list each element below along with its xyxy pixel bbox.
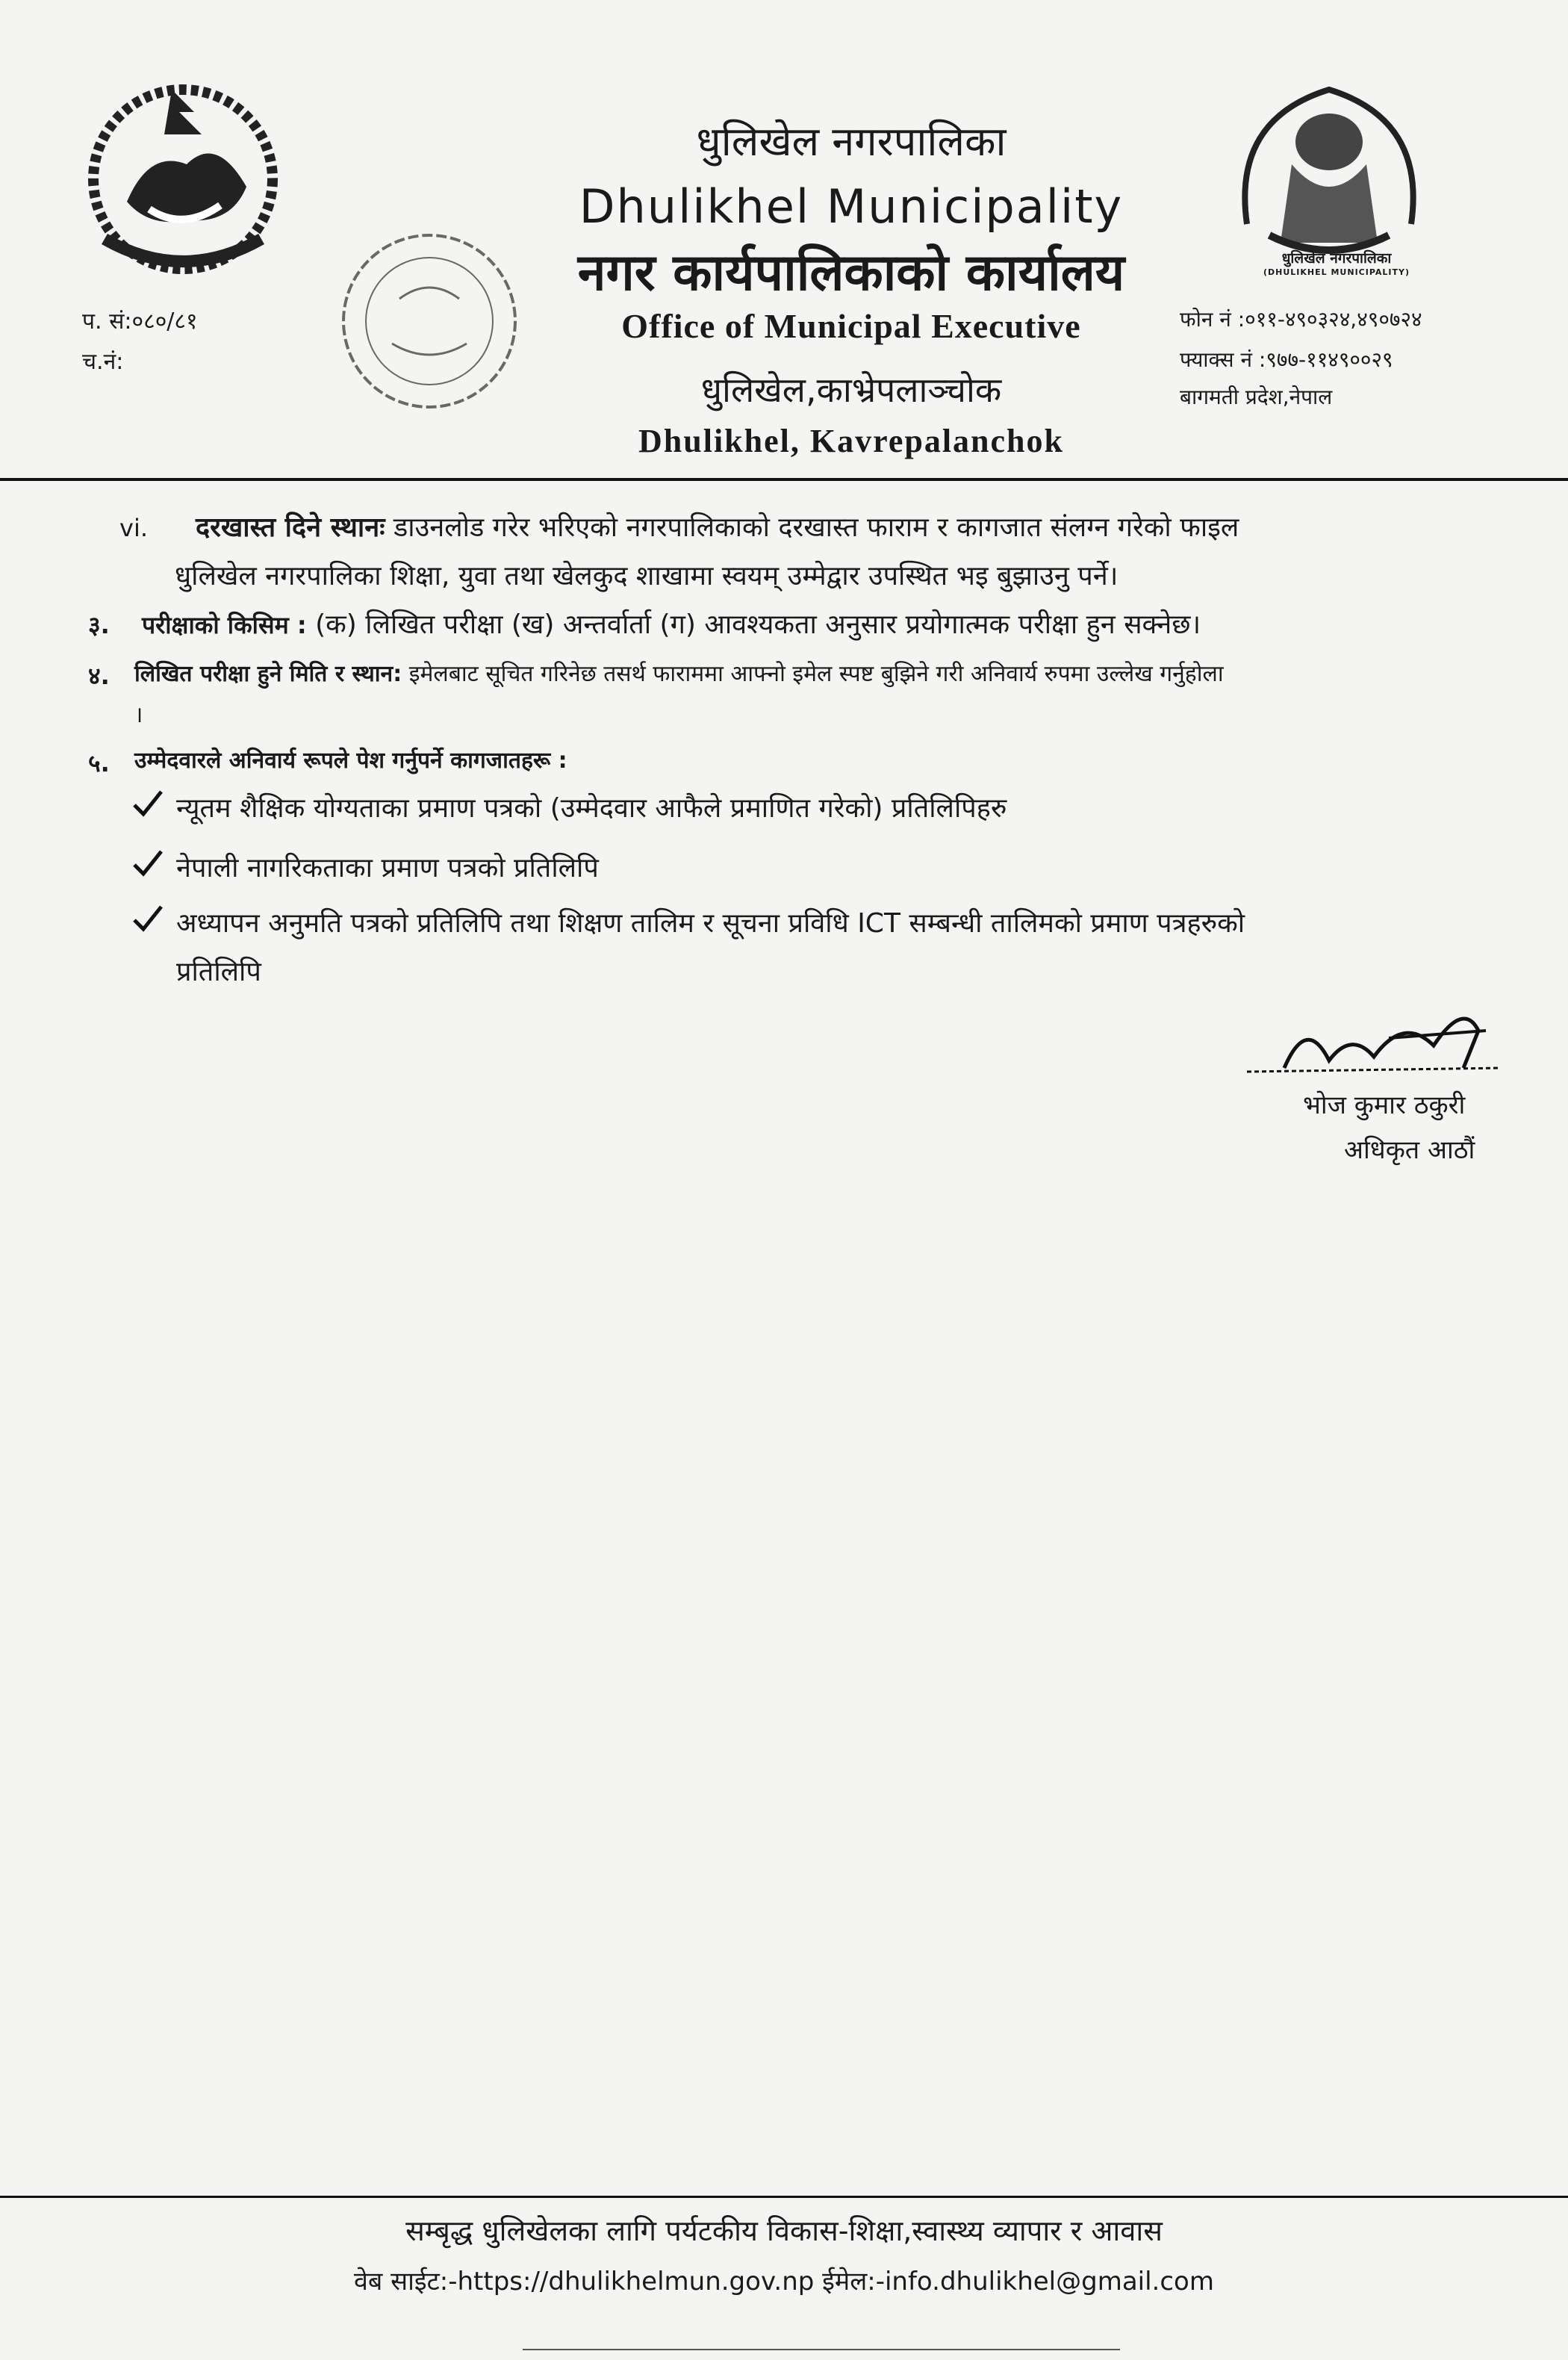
right-logo-caption-np: धुलिखेल नगरपालिका: [1281, 250, 1392, 267]
item-4-text: इमेलबाट सूचित गरिनेछ तसर्थ फाराममा आफ्नो इमेल स्पष्ट बुझिने गरी अनिवार्य रुपमा उल्लेख गर्नुहोला: [408, 661, 1224, 687]
municipality-name-np: धुलिखेल नगरपालिका: [696, 118, 1007, 165]
item-vi-text: डाउनलोड गरेर भरिएको नगरपालिकाको दरखास्त फाराम र कागजात संलग्न गरेको फाइल: [393, 512, 1239, 543]
item-4-line: [134, 657, 1224, 688]
footer-divider: [0, 2196, 1568, 2198]
item-vi-line1: [196, 508, 1239, 544]
municipality-name-en: Dhulikhel Municipality: [579, 179, 1124, 234]
doc-item-2: नेपाली नागरिकताका प्रमाण पत्रको प्रतिलिपि: [176, 853, 599, 884]
signatory-name: भोज कुमार ठकुरी: [1303, 1090, 1466, 1120]
item-3-text: (क) लिखित परीक्षा (ख) अन्तर्वार्ता (ग) आवश्यकता अनुसार प्रयोगात्मक परीक्षा हुन सक्नेछ।: [315, 609, 1201, 640]
footer-slogan: सम्बृद्ध धुलिखेलका लागि पर्यटकीय विकास-शिक्षा,स्वास्थ्य व्यापार र आवास: [405, 2214, 1163, 2247]
signatory-title: अधिकृत आठौं: [1344, 1135, 1475, 1165]
footer-website-email: वेब साईट:-https://dhulikhelmun.gov.np ईमेल:-info.dhulikhel@gmail.com: [354, 2267, 1214, 2297]
item-5-marker: ५.: [88, 749, 110, 777]
right-logo-caption-en: (DHULIKHEL MUNICIPALITY): [1263, 267, 1410, 277]
item-3-label: परीक्षाको किसिम :: [142, 611, 307, 639]
item-vi-marker: vi.: [119, 514, 148, 542]
item-vi-line2: धुलिखेल नगरपालिका शिक्षा, युवा तथा खेलकुद शाखामा स्वयम् उम्मेद्वार उपस्थित भइ बुझाउनु पर्ने।: [175, 561, 1119, 591]
checkmark-icon: [131, 848, 164, 878]
office-name-en: Office of Municipal Executive: [621, 307, 1081, 345]
dispatch-number: च.नं:: [82, 349, 124, 375]
header-divider: [0, 478, 1568, 481]
item-3-marker: ३.: [88, 611, 110, 639]
item-3-line: [142, 605, 1201, 642]
item-vi-label: दरखास्त दिने स्थानः: [196, 512, 385, 543]
checkmark-icon: [131, 789, 164, 819]
item-4-label: लिखित परीक्षा हुने मिति र स्थान:: [134, 661, 402, 687]
office-name-np: नगर कार्यपालिकाको कार्यालय: [577, 243, 1125, 302]
checkmark-icon: [131, 904, 164, 934]
reference-number: प. सं:०८०/८१: [82, 308, 198, 335]
item-5-label: उम्मेदवारले अनिवार्य रूपले पेश गर्नुपर्ने कागजातहरू :: [134, 748, 567, 774]
item-4-marker: ४.: [88, 662, 110, 690]
doc-item-3-cont: प्रतिलिपि: [176, 957, 261, 987]
phone-number: फोन नं :०११-४९०३२४,४९०७२४: [1180, 307, 1422, 332]
office-stamp-seal: [332, 217, 526, 426]
fax-number: फ्याक्स नं :९७७-११४९००२९: [1180, 347, 1393, 372]
signature-scribble: [1239, 986, 1508, 1090]
address-en: Dhulikhel, Kavrepalanchok: [638, 423, 1064, 459]
doc-item-1: न्यूतम शैक्षिक योग्यताका प्रमाण पत्रको (उम्मेदवार आफैले प्रमाणित गरेको) प्रतिलिपिहरु: [176, 793, 1007, 824]
province-address: बागमती प्रदेश,नेपाल: [1180, 385, 1333, 409]
address-np: धुलिखेल,काभ्रेपलाञ्चोक: [700, 370, 1002, 410]
item-4-end: ।: [134, 702, 143, 728]
doc-item-3: अध्यापन अनुमति पत्रको प्रतिलिपि तथा शिक्षण तालिम र सूचना प्रविधि ICT सम्बन्धी तालिमको प्रमाण पत्रहरुको: [176, 908, 1245, 939]
bottom-edge-line: [523, 2349, 1120, 2350]
